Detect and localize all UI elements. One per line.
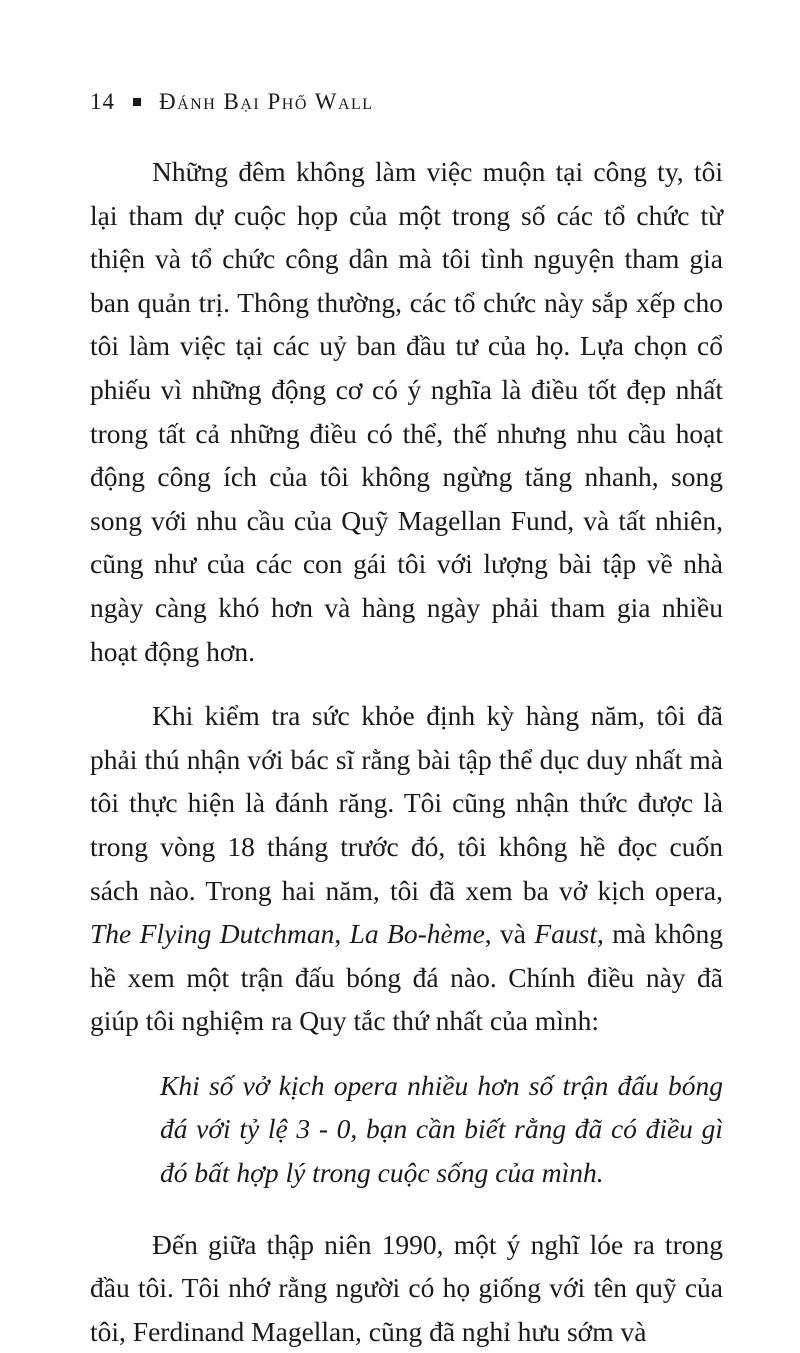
- running-header: [90, 84, 374, 120]
- page-number: 14: [90, 89, 115, 114]
- opera-title-faust: Faust: [534, 918, 598, 950]
- rule-quote: Khi số vở kịch opera nhiều hơn số trận đấu bóng đá với tỷ lệ 3 - 0, bạn cần biết rằng đã có điều gì đó bất hợp lý trong cuộc sống của mình.: [160, 1069, 723, 1189]
- paragraph-1: Những đêm không làm việc muộn tại công ty, tôi lại tham dự cuộc họp của một trong số các tổ chức từ thiện và tổ chức công dân mà tôi tình nguyện tham gia ban quản trị. Thông thường, các tổ chức này sắp xếp cho tôi làm việc tại các uỷ ban đầu tư của họ. Lựa chọn cổ phiếu vì những động cơ có ý nghĩa là điều tốt đẹp nhất trong tất cả những điều có thể, thế nhưng nhu cầu hoạt động công ích của tôi không ngừng tăng nhanh, song song với nhu cầu của Quỹ Magellan Fund, và tất nhiên, cũng như của các con gái tôi với lượng bài tập về nhà ngày càng khó hơn và hàng ngày phải tham gia nhiều hoạt động hơn.: [90, 156, 723, 667]
- opera-title-flying-dutchman: The Flying Dutchman: [90, 918, 335, 950]
- opera-title-la-boheme: La Bo-hème: [349, 918, 485, 950]
- separator-2: , và: [484, 918, 535, 950]
- book-title: Đánh Bại Phố Wall: [159, 89, 374, 114]
- separator-1: ,: [334, 918, 350, 950]
- paragraph-3: Đến giữa thập niên 1990, một ý nghĩ lóe ra trong đầu tôi. Tôi nhớ rằng người có họ giống với tên quỹ của tôi, Ferdinand Magellan, cũng đã nghỉ hưu sớm và: [90, 1228, 723, 1347]
- bullet-separator-icon: [133, 98, 141, 106]
- body-text: [90, 150, 723, 1353]
- paragraph-2-part-1: Khi kiểm tra sức khỏe định kỳ hàng năm, tôi đã phải thú nhận với bác sĩ rằng bài tập thể dục duy nhất mà tôi thực hiện là đánh răng. Tôi cũng nhận thức được là trong vòng 18 tháng trước đó, tôi không hề đọc cuốn sách nào. Trong hai năm, tôi đã xem ba vở kịch opera,: [90, 700, 723, 906]
- paragraph-2: [90, 694, 723, 1043]
- paragraph-2-part-2: , mà không hề xem một trận đấu bóng đá nào. Chính điều này đã giúp tôi nghiệm ra Quy tắc thứ nhất của mình:: [90, 918, 723, 1037]
